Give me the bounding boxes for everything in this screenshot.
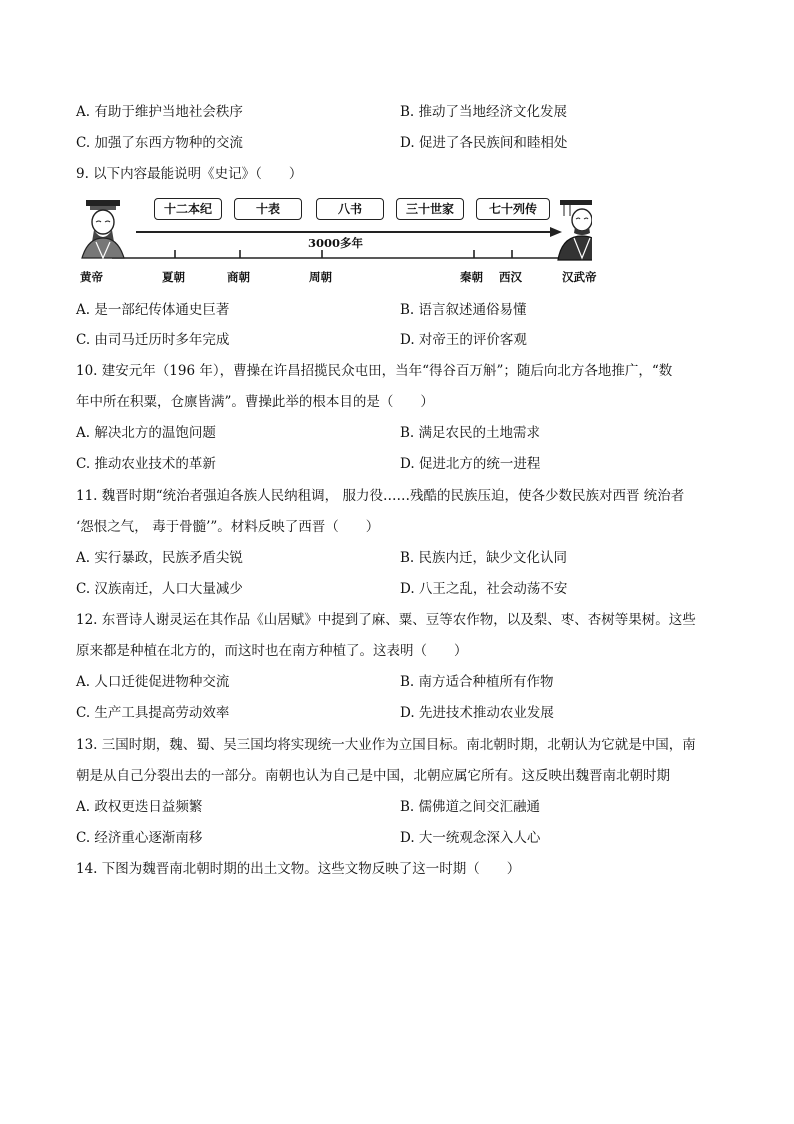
q10-stem-line-2: 年中所在积粟，仓廪皆满”。曹操此举的根本目的是（ ） [76,394,434,410]
timeline-arrowhead [550,227,562,237]
q13-option-b[interactable]: B. 儒佛道之间交汇融通 [400,799,541,815]
q13-option-a[interactable]: A. 政权更迭日益频繁 [76,799,203,815]
q12-option-d[interactable]: D. 先进技术推动农业发展 [400,705,554,721]
q9-option-a[interactable]: A. 是一部纪传体通史巨著 [76,302,230,318]
q14-stem: 14. 下图为魏晋南北朝时期的出土文物。这些文物反映了这一时期（ ） [76,861,521,877]
timeline-span-label: 3000多年 [308,236,364,250]
q9-option-c[interactable]: C. 由司马迁历时多年完成 [76,332,230,348]
q11-stem-line-1: 11. 魏晋时期“统治者强迫各族人民纳租调， 服力役……残酷的民族压迫，使各少数民族对西晋 统治者 [76,488,685,504]
q9-option-b[interactable]: B. 语言叙述通俗易懂 [400,302,527,318]
timeline-tick-huangdi: 黄帝 [80,270,103,284]
q13-stem-line-2: 朝是从自己分裂出去的一部分。南朝也认为自己是中国，北朝应属它所有。这反映出魏晋南北朝时期 [76,768,670,784]
timeline-box-liezhuan: 七十列传 [476,198,550,220]
q8-option-a[interactable]: A. 有助于维护当地社会秩序 [76,104,243,120]
q10-option-c[interactable]: C. 推动农业技术的革新 [76,456,216,472]
q12-option-b[interactable]: B. 南方适合种植所有作物 [400,674,554,690]
q11-option-b[interactable]: B. 民族内迁，缺少文化认同 [400,550,568,566]
q8-option-d[interactable]: D. 促进了各民族间和睦相处 [400,135,568,151]
q11-stem-line-2: ‘怨恨之气， 毒于骨髓’”。材料反映了西晋（ ） [76,519,380,535]
q9-option-d[interactable]: D. 对帝王的评价客观 [400,332,527,348]
timeline-box-shijia: 三十世家 [396,198,464,220]
q12-option-c[interactable]: C. 生产工具提高劳动效率 [76,705,230,721]
q12-stem-line-1: 12. 东晋诗人谢灵运在其作品《山居赋》中提到了麻、粟、豆等农作物，以及梨、枣、杏树等果树。这些 [76,612,696,628]
han-wudi-portrait-icon [558,200,592,260]
timeline-box-benji: 十二本纪 [154,198,222,220]
timeline-tick-zhou: 周朝 [309,270,332,284]
q12-option-a[interactable]: A. 人口迁徙促进物种交流 [76,674,230,690]
q13-stem-line-1: 13. 三国时期，魏、蜀、吴三国均将实现统一大业作为立国目标。南北朝时期，北朝认为它就是中国，南 [76,737,696,753]
timeline-tick-xia: 夏朝 [162,270,185,284]
q8-option-c[interactable]: C. 加强了东西方物种的交流 [76,135,243,151]
q11-option-c[interactable]: C. 汉族南迁，人口大量减少 [76,581,243,597]
q11-option-d[interactable]: D. 八王之乱，社会动荡不安 [400,581,568,597]
timeline-box-biao: 十表 [234,198,302,220]
timeline-tick-shang: 商朝 [227,270,250,284]
q9-stem: 9. 以下内容最能说明《史记》（ ） [76,166,303,182]
q10-option-a[interactable]: A. 解决北方的温饱问题 [76,425,216,441]
q9-timeline-figure [72,196,597,290]
q13-option-d[interactable]: D. 大一统观念深入人心 [400,830,541,846]
timeline-box-shu: 八书 [316,198,384,220]
timeline-tick-qin: 秦朝 [460,270,483,284]
q10-option-b[interactable]: B. 满足农民的土地需求 [400,425,541,441]
huangdi-portrait-icon [82,200,124,258]
q10-stem-line-1: 10. 建安元年（196 年），曹操在许昌招揽民众屯田，当年“得谷百万斛”；随后向北方各地推广，“数 [76,363,673,379]
timeline-tick-xihan: 西汉 [499,270,522,284]
q12-stem-line-2: 原来都是种植在北方的，而这时也在南方种植了。这表明（ ） [76,643,468,659]
q13-option-c[interactable]: C. 经济重心逐渐南移 [76,830,203,846]
q8-option-b[interactable]: B. 推动了当地经济文化发展 [400,104,568,120]
q11-option-a[interactable]: A. 实行暴政，民族矛盾尖锐 [76,550,243,566]
q10-option-d[interactable]: D. 促进北方的统一进程 [400,456,541,472]
timeline-tick-hanwudi: 汉武帝 [562,270,597,284]
